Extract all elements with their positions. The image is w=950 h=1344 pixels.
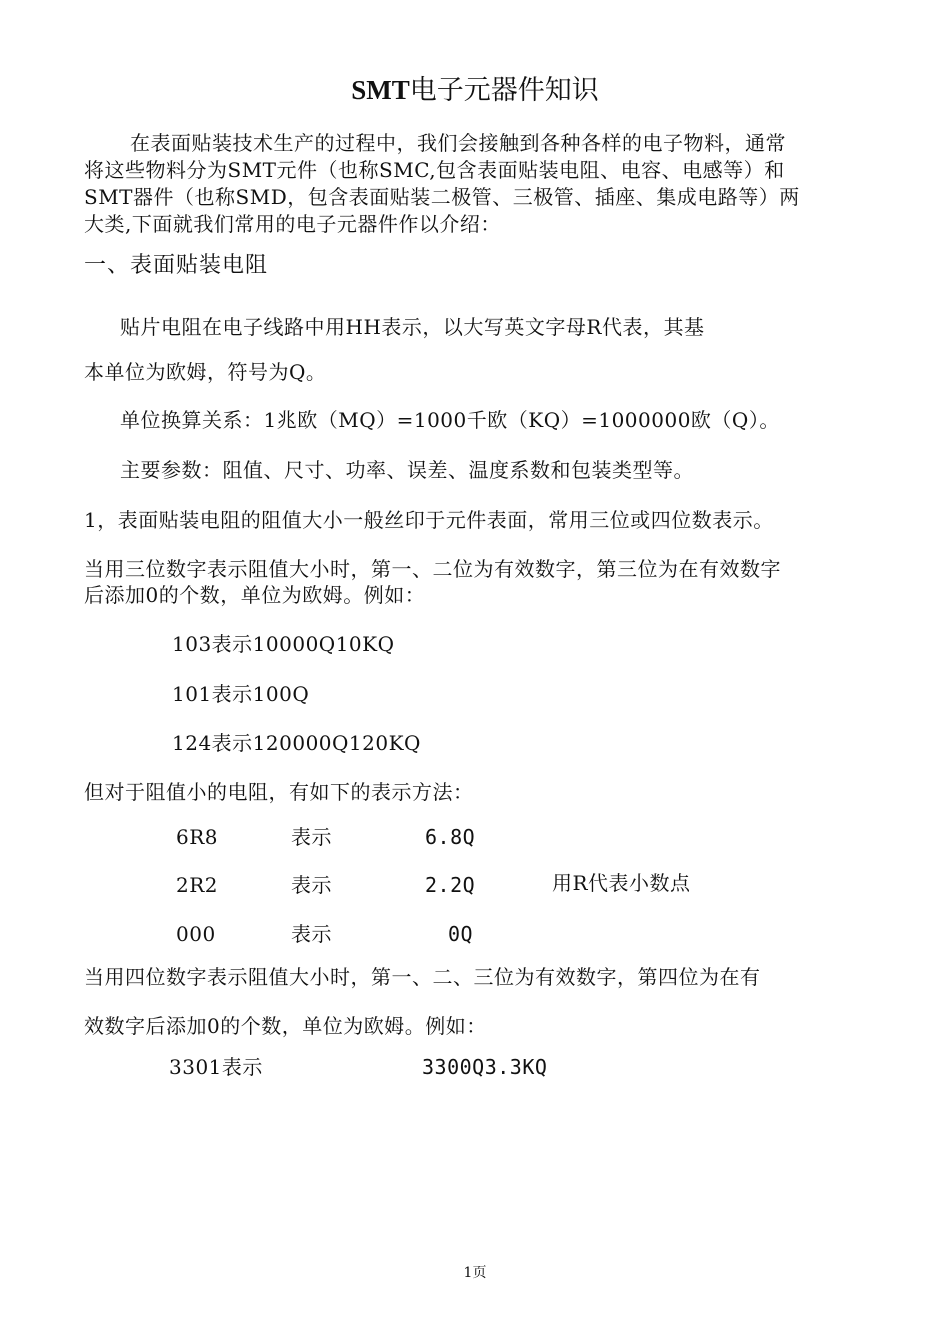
small-word-3: 表示 <box>291 922 332 946</box>
point-1: 1，表面贴装电阻的阻值大小一般丝印于元件表面，常用三位或四位数表示。 <box>84 508 774 532</box>
small-value-intro: 但对于阻值小的电阻，有如下的表示方法： <box>84 780 474 804</box>
page-number: 1页 <box>463 1265 487 1281</box>
four-digit-line-1: 当用四位数字表示阻值大小时，第一、二、三位为有效数字，第四位为在有 <box>84 965 761 989</box>
small-value-3: 0Q <box>448 922 474 946</box>
main-params: 主要参数：阻值、尺寸、功率、误差、温度系数和包装类型等。 <box>120 458 694 482</box>
intro-line-4: 大类,下面就我们常用的电子元器件作以介绍： <box>84 212 501 236</box>
four-digit-line-2: 效数字后添加0的个数，单位为欧姆。例如： <box>84 1014 487 1038</box>
intro-line-1: 在表面贴装技术生产的过程中，我们会接触到各种各样的电子物料，通常 <box>130 131 786 155</box>
small-code-3: 000 <box>176 922 216 946</box>
document-title <box>0 72 950 109</box>
section-heading: 一、表面贴装电阻 <box>84 253 269 278</box>
intro-line-3: SMT器件（也称SMD，包含表面贴装二极管、三极管、插座、集成电路等）两 <box>84 185 800 209</box>
small-note: 用R代表小数点 <box>552 871 691 895</box>
small-word-2: 表示 <box>291 873 332 897</box>
title-cjk: 电子元器件知识 <box>409 75 599 106</box>
small-value-2: 2.2Q <box>425 873 476 897</box>
example-3-digit-1: 103表示10000Q10KQ <box>172 632 395 656</box>
example-3-digit-3: 124表示120000Q120KQ <box>172 731 421 755</box>
example-4-value: 3300Q3.3KQ <box>422 1055 548 1079</box>
intro-line-2: 将这些物料分为SMT元件（也称SMC,包含表面贴装电阻、电容、电感等）和 <box>84 158 785 182</box>
three-digit-line-1: 当用三位数字表示阻值大小时，第一、二位为有效数字，第三位为在有效数字 <box>84 557 781 581</box>
unit-conversion: 单位换算关系：1兆欧（MQ）=1000千欧（KQ）=1000000欧（Q）。 <box>120 408 780 432</box>
desc-line-2: 本单位为欧姆，符号为Q。 <box>84 360 327 384</box>
example-3-digit-2: 101表示100Q <box>172 682 310 706</box>
small-value-1: 6.8Q <box>425 825 476 849</box>
small-code-2: 2R2 <box>176 873 219 897</box>
small-code-1: 6R8 <box>176 825 219 849</box>
title-latin: SMT <box>351 75 410 105</box>
example-4-code: 3301表示 <box>169 1055 263 1079</box>
small-word-1: 表示 <box>291 825 332 849</box>
three-digit-line-2: 后添加0的个数，单位为欧姆。例如： <box>84 583 426 607</box>
desc-line-1: 贴片电阻在电子线路中用HH表示，以大写英文字母R代表，其基 <box>120 315 705 339</box>
